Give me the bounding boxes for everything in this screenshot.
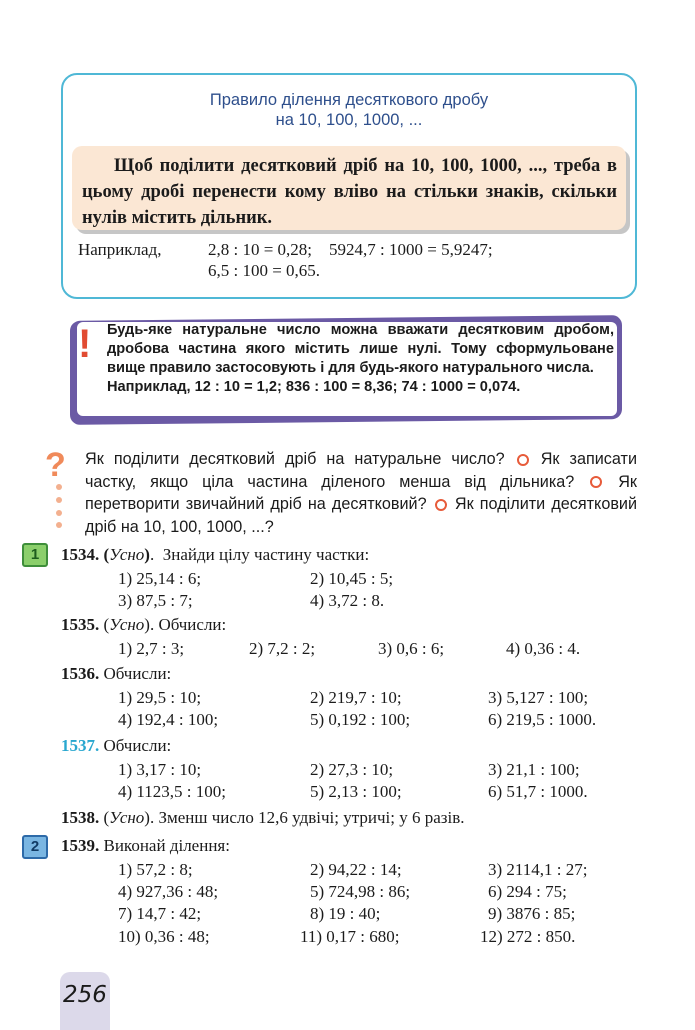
exercise-mode: Усно (109, 545, 145, 564)
level-2-badge: 2 (22, 835, 48, 859)
exercise-item: 6) 51,7 : 1000. (488, 782, 588, 801)
exercise-1538-header: 1538. (Усно). Зменш число 12,6 удвічі; утричі; у 6 разів. (61, 808, 465, 827)
rule-title-line1: Правило ділення десяткового дробу (209, 91, 489, 109)
exercise-task: Обчисли: (103, 664, 172, 683)
circle-separator-icon (590, 476, 602, 488)
exercise-task: Знайди цілу частину частки: (162, 545, 370, 564)
rule-title-line2: на 10, 100, 1000, ... (275, 111, 423, 129)
exercise-1539-header (61, 836, 230, 856)
exercise-item: 2) 10,45 : 5; (310, 569, 394, 588)
exercise-item: 5) 2,13 : 100; (310, 782, 402, 801)
exercise-item: 8) 19 : 40; (310, 904, 381, 923)
exercise-item: 10) 0,36 : 48; (118, 927, 210, 946)
exercise-item: 4) 192,4 : 100; (118, 710, 219, 729)
exercise-number: 1537. (61, 736, 100, 755)
note-text (107, 321, 614, 397)
exercise-item: 5) 724,98 : 86; (310, 882, 411, 901)
question-dot-icon (56, 510, 62, 516)
exclamation-icon: ! (78, 322, 92, 366)
exercise-item: 4) 3,72 : 8. (310, 591, 385, 610)
exercise-number: 1536. (61, 664, 100, 683)
exercise-task: Обчисли: (103, 736, 172, 755)
exercise-item: 1) 2,7 : 3; (118, 639, 185, 658)
level-1-badge: 1 (22, 543, 48, 567)
exercise-item: 5) 0,192 : 100; (310, 710, 411, 729)
page-number: 256 (63, 982, 107, 1008)
rule-title (61, 90, 637, 130)
exercise-item: 3) 21,1 : 100; (488, 760, 580, 779)
question-dot-icon (56, 522, 62, 528)
exercise-item: 3) 87,5 : 7; (118, 591, 193, 610)
exercise-item: 7) 14,7 : 42; (118, 904, 202, 923)
exercise-1534-header: 1534. (Усно). Знайди цілу частину частки: (61, 545, 370, 564)
exercise-1535-header: 1535. (Усно). Обчисли: (61, 615, 227, 634)
exercise-1537-header (61, 736, 171, 756)
exercise-item: 3) 2114,1 : 27; (488, 860, 588, 879)
exercise-item: 11) 0,17 : 680; (300, 927, 400, 946)
exercise-item: 1) 25,14 : 6; (118, 569, 202, 588)
exercise-number: 1539. (61, 836, 100, 855)
exercise-item: 3) 5,127 : 100; (488, 688, 589, 707)
exercise-number: 1538. (61, 808, 100, 827)
exercise-item: 4) 0,36 : 4. (506, 639, 581, 658)
question-icon: ? (45, 446, 66, 484)
exercise-item: 6) 294 : 75; (488, 882, 567, 901)
exercise-item: 2) 219,7 : 10; (310, 688, 402, 707)
question-4: Як поділити десятковий дріб на 10, 100, 1000, ...? (85, 495, 638, 536)
exercise-mode: Усно (109, 615, 145, 634)
rule-text: Щоб поділити десятковий дріб на 10, 100, 1000, ..., треба в цьому дробі перенести кому вліво на стільки знаків, скільки нулів містить дільник. (82, 156, 617, 228)
exercise-task: Обчисли: (158, 615, 227, 634)
question-3: Як перетворити звичайний дріб на десятковий? (85, 472, 638, 513)
note-body: Будь-яке натуральне число можна вважати десятковим дробом, дробова частина якого містить лише нулі. Тому сформульоване вище правило застосовують і для будь-якого натурального числа. (107, 322, 614, 376)
exercise-item: 3) 0,6 : 6; (378, 639, 445, 658)
exercise-item: 1) 3,17 : 10; (118, 760, 202, 779)
exercise-task: Виконай ділення: (103, 836, 230, 855)
exercise-item: 1) 57,2 : 8; (118, 860, 193, 879)
circle-separator-icon (517, 454, 529, 466)
rule-example-line2: 6,5 : 100 = 0,65. (208, 261, 321, 280)
exercise-item: 2) 27,3 : 10; (310, 760, 394, 779)
rule-example-line1: 2,8 : 10 = 0,28; 5924,7 : 1000 = 5,9247; (208, 240, 493, 259)
exercise-mode: Усно (109, 808, 145, 827)
question-dot-icon (56, 497, 62, 503)
circle-separator-icon (435, 499, 447, 511)
rule-example-label: Наприклад, (78, 240, 162, 259)
exercise-item: 2) 94,22 : 14; (310, 860, 402, 879)
exercise-item: 9) 3876 : 85; (488, 904, 576, 923)
exercise-item: 1) 29,5 : 10; (118, 688, 202, 707)
exercise-item: 12) 272 : 850. (480, 927, 576, 946)
exercise-item: 2) 7,2 : 2; (249, 639, 316, 658)
review-questions (85, 448, 637, 538)
exercise-number: 1534. (61, 545, 100, 564)
exercise-1536-header (61, 664, 171, 684)
question-2: Як записати частку, якщо ціла частина діленого менша від дільника? (85, 450, 637, 491)
question-1: Як поділити десятковий дріб на натуральне число? (85, 450, 505, 468)
note-example: Наприклад, 12 : 10 = 1,2; 836 : 100 = 8,36; 74 : 1000 = 0,074. (107, 379, 521, 395)
question-dot-icon (56, 484, 62, 490)
exercise-task: Зменш число 12,6 удвічі; утричі; у 6 разів. (158, 808, 465, 827)
exercise-item: 6) 219,5 : 1000. (488, 710, 597, 729)
exercise-item: 4) 1123,5 : 100; (118, 782, 226, 801)
exercise-number: 1535. (61, 615, 100, 634)
exercise-item: 4) 927,36 : 48; (118, 882, 219, 901)
